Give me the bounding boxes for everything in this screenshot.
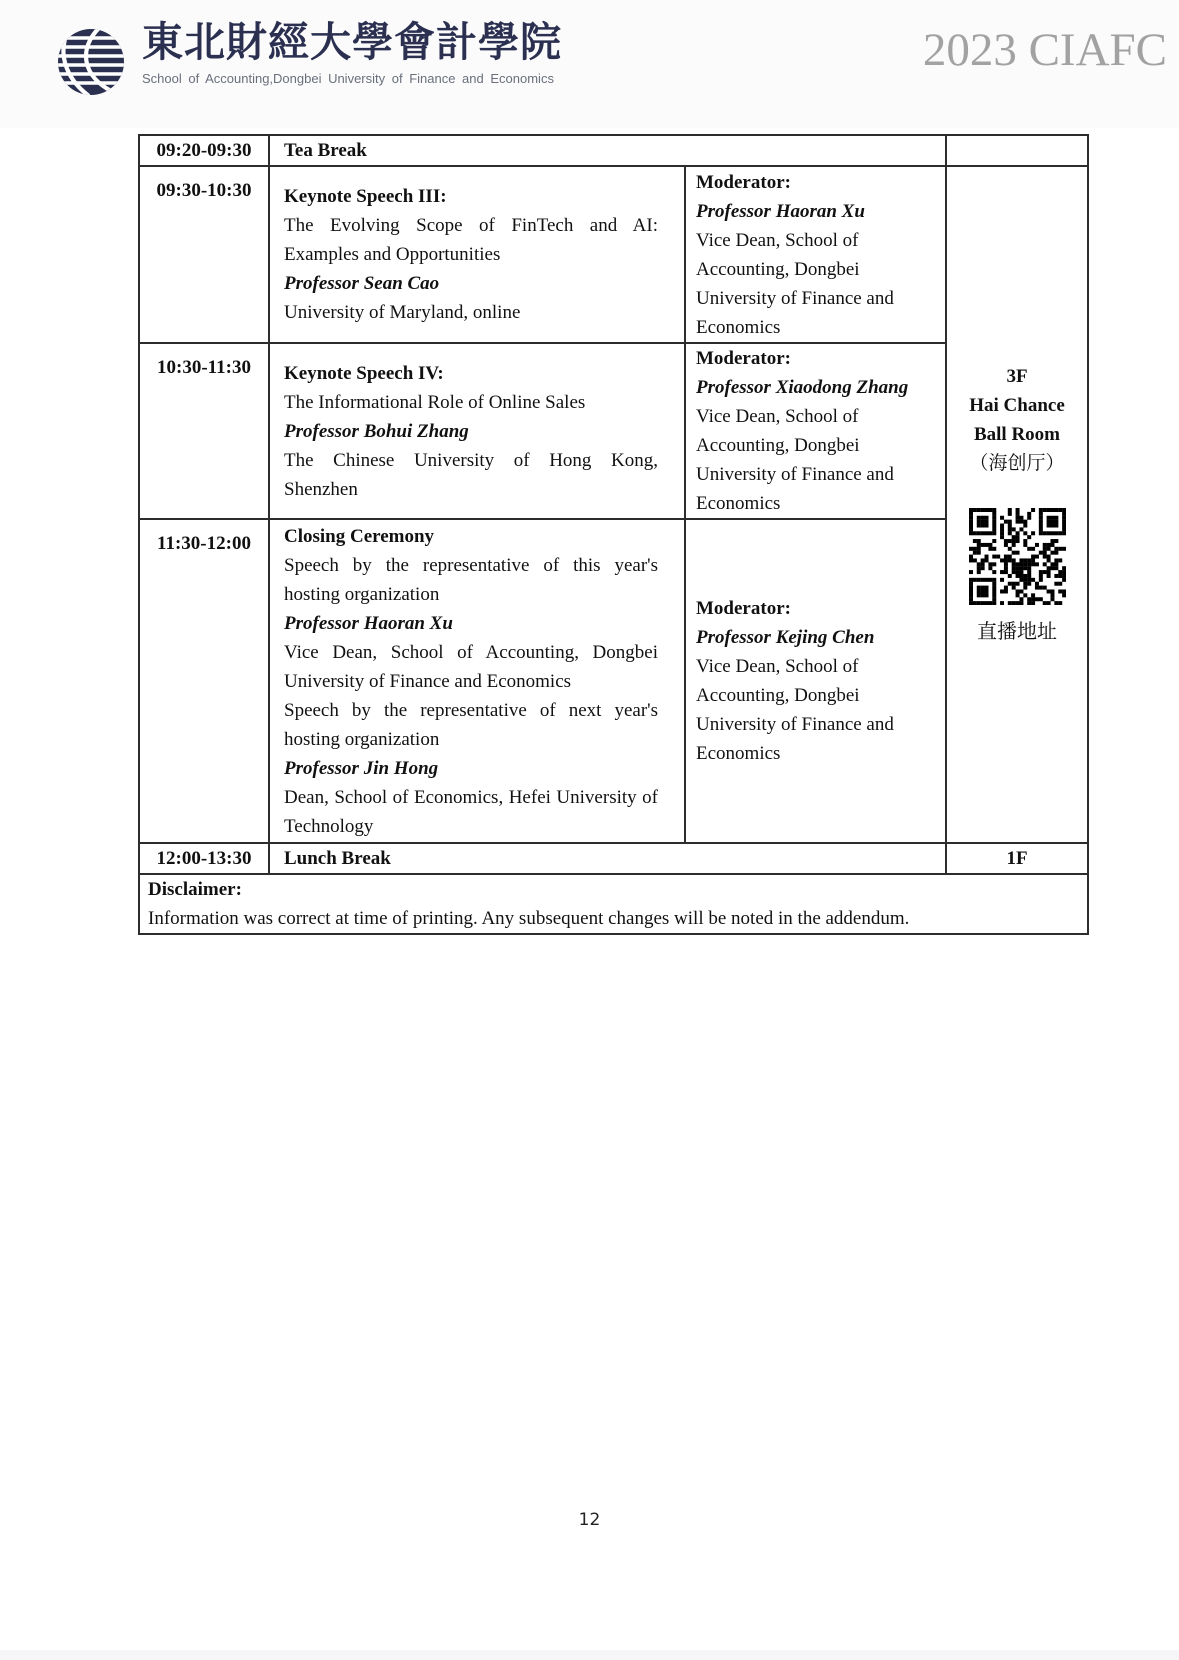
speaker-name: Professor Jin Hong [284, 757, 439, 779]
session-title: Keynote Speech III: [284, 186, 447, 207]
moderator-affiliation: Vice Dean, School of Accounting, Dongbei University of Finance and Economics [696, 406, 894, 514]
disclaimer-label: Disclaimer: [148, 879, 242, 900]
venue-cell [946, 166, 1088, 843]
disclaimer-cell [139, 874, 1088, 934]
table-row [139, 135, 1088, 166]
moderator-affiliation: Vice Dean, School of Accounting, Dongbei University of Finance and Economics [696, 656, 894, 764]
speaker-affiliation: Vice Dean, School of Accounting, Dongbei University of Finance and Economics [284, 641, 658, 692]
time-cell: 10:30-11:30 [139, 343, 269, 519]
header-band [0, 0, 1179, 128]
conference-mark: 2023 CIAFC [922, 24, 1167, 76]
moderator-name: Professor Kejing Chen [696, 627, 875, 648]
session-topic: The Evolving Scope of FinTech and AI: Examples and Opportunities [284, 215, 658, 265]
moderator-label: Moderator: [696, 171, 791, 193]
speaker-affiliation: The Chinese University of Hong Kong, Shenzhen [284, 449, 658, 500]
time-cell: 11:30-12:00 [139, 519, 269, 843]
venue-name-chinese: （海创厅） [969, 453, 1065, 474]
venue-name-line2: Ball Room [973, 424, 1061, 445]
speaker-name: Professor Sean Cao [284, 273, 440, 294]
speaker-affiliation: Dean, School of Economics, Hefei University of Technology [284, 786, 658, 837]
page-number: 12 [578, 1510, 601, 1530]
closing-item1: Speech by the representative of this year's hosting organization [284, 554, 658, 605]
moderator-name: Professor Xiaodong Zhang [696, 377, 909, 398]
tea-break-cell: Tea Break [269, 135, 946, 166]
time-cell: 09:20-09:30 [139, 135, 269, 166]
moderator-label: Moderator: [696, 348, 791, 369]
session-closing [269, 519, 685, 843]
lunch-location: 1F [946, 843, 1088, 874]
session-title: Closing Ceremony [284, 525, 435, 547]
table-row [139, 166, 1088, 343]
qr-code [969, 508, 1066, 605]
table-row [139, 874, 1088, 934]
session-title: Keynote Speech IV: [284, 362, 444, 384]
schedule-table [138, 134, 1089, 935]
logo-english-name: School of Accounting,Dongbei University of Finance and Economics [142, 71, 554, 86]
speaker-name: Professor Bohui Zhang [284, 420, 469, 442]
session-topic: The Informational Role of Online Sales [284, 391, 586, 413]
speaker-name: Professor Haoran Xu [284, 612, 453, 634]
disclaimer-text: Information was correct at time of printing. Any subsequent changes will be noted in the addendum. [148, 908, 910, 929]
lunch-break-cell: Lunch Break [269, 843, 946, 874]
empty-cell [946, 135, 1088, 166]
moderator-keynote3 [685, 166, 946, 343]
moderator-closing [685, 519, 946, 843]
moderator-keynote4 [685, 343, 946, 519]
time-cell: 09:30-10:30 [139, 166, 269, 343]
closing-item2: Speech by the representative of next year's hosting organization [284, 699, 658, 750]
moderator-name: Professor Haoran Xu [696, 200, 865, 222]
table-row [139, 843, 1088, 874]
university-logo [55, 18, 562, 98]
table-row [139, 343, 1088, 519]
time-cell: 12:00-13:30 [139, 843, 269, 874]
moderator-label: Moderator: [696, 598, 791, 619]
bottom-strip [0, 1650, 1179, 1660]
session-keynote3 [269, 166, 685, 343]
logo-chinese-name: 東北財經大學會計學院 [142, 18, 562, 66]
session-keynote4 [269, 343, 685, 519]
livestream-caption: 直播地址 [977, 621, 1057, 643]
venue-floor: 3F [1006, 366, 1028, 387]
table-row [139, 519, 1088, 843]
globe-icon [55, 26, 127, 98]
venue-name-line1: Hai Chance [969, 395, 1065, 416]
logo-text [142, 18, 562, 87]
moderator-affiliation: Vice Dean, School of Accounting, Dongbei University of Finance and Economics [696, 229, 894, 338]
speaker-affiliation: University of Maryland, online [284, 302, 521, 323]
